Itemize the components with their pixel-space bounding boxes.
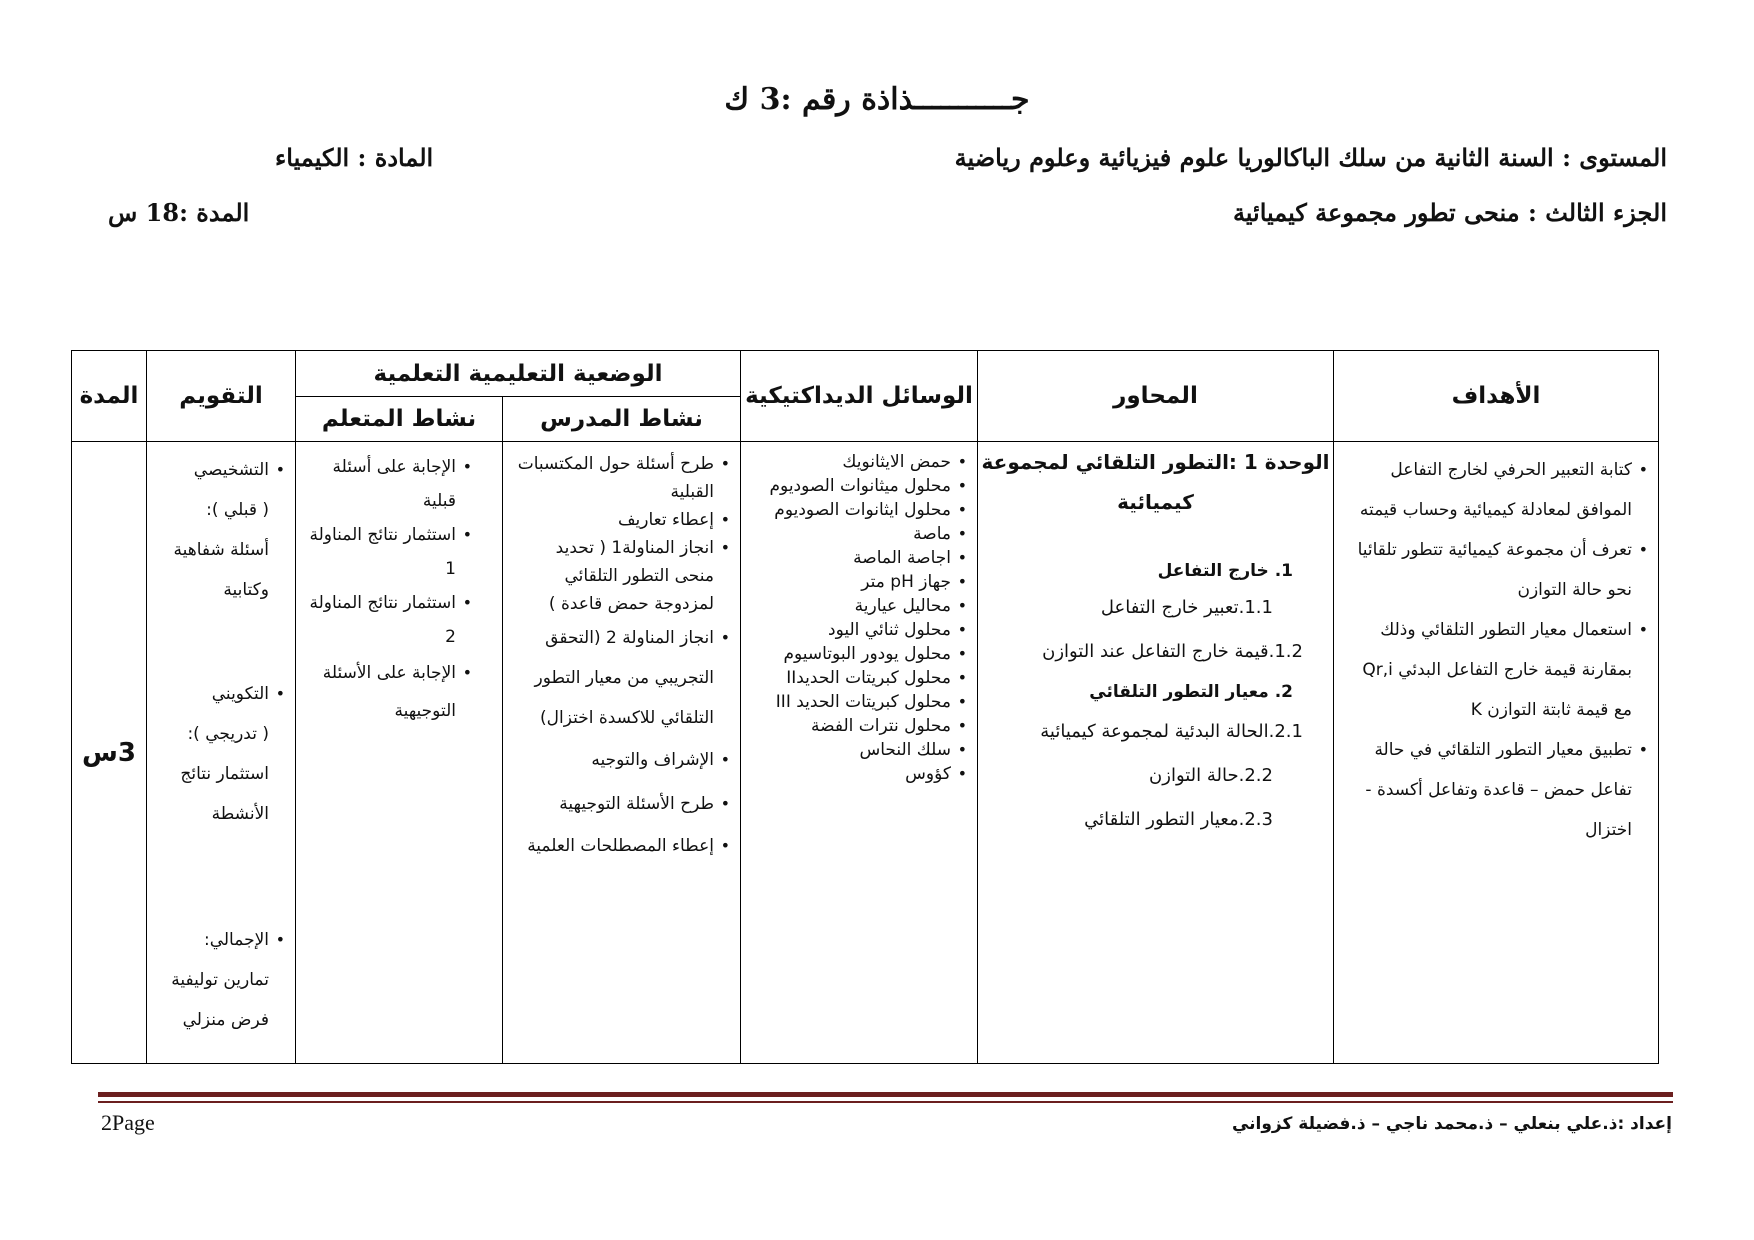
evaluation-formative-desc: استثمار نتائج الأنشطة [180, 764, 269, 824]
header-learner: نشاط المتعلم [296, 397, 503, 442]
evaluation-formative: • التكويني [155, 674, 285, 714]
tool-item: • محلول نترات الفضة [749, 714, 967, 738]
objectives-cell [1334, 442, 1659, 1064]
teacher-activity-item: • إعطاء تعاريف [511, 506, 730, 534]
axes-cell [978, 442, 1334, 1064]
teacher-activity-item: • إعطاء المصطلحات العلمية [511, 826, 730, 866]
subsection: 1.1.تعبير خارج التفاعل [1100, 597, 1273, 618]
subsection: 2.2.حالة التوازن [1149, 765, 1273, 786]
subject-line: المادة : الكيمياء [275, 143, 434, 172]
tool-item: • حمض الايثانويك [749, 450, 967, 474]
subsection: 1.2.قيمة خارج التفاعل عند التوازن [1042, 641, 1303, 662]
evaluation-summative-desc: تمارين توليفية [171, 970, 269, 990]
teacher-activity-item: • طرح أسئلة حول المكتسبات القبلية [511, 450, 730, 506]
tool-item: • سلك النحاس [749, 738, 967, 762]
tool-item: • كؤوس [749, 762, 967, 786]
level-line: المستوى : السنة الثانية من سلك الباكالوريا علوم فيزيائية وعلوم رياضية [954, 143, 1667, 172]
lesson-plan-table [71, 350, 1659, 1064]
header-objectives: الأهداف [1334, 351, 1659, 442]
objective-item: • كتابة التعبير الحرفي لخارج التفاعل الموافق لمعادلة كيميائية وحساب قيمته [1342, 450, 1648, 530]
unit-title: الوحدة 1 :التطور التلقائي لمجموعة كيميائية [981, 450, 1330, 514]
learner-activity-item: • الإجابة على أسئلة قبلية [304, 450, 472, 518]
evaluation-diagnostic-desc: أسئلة شفاهية وكتابية [173, 540, 269, 600]
tool-item: • محلول ايثانوات الصوديوم [749, 498, 967, 522]
tool-item: • محلول ثنائي اليود [749, 618, 967, 642]
header-situation: الوضعية التعليمية التعلمية [296, 351, 741, 397]
tool-item: • محلول كبريتات الحديد III [749, 690, 967, 714]
author-credit: إعداد :ذ.علي بنعلي – ذ.محمد ناجي – ذ.فضيلة كزواني [1231, 1114, 1672, 1134]
learner-activity-item: • الإجابة على الأسئلة التوجيهية [304, 654, 472, 730]
teacher-activity-cell [503, 442, 741, 1064]
subsection: 2.1.الحالة البدئية لمجموعة كيميائية [1040, 721, 1303, 742]
subsection: 2.3.معيار التطور التلقائي [1084, 809, 1273, 830]
tool-item: • محلول كبريتات الحديدII [749, 666, 967, 690]
header-duration: المدة [72, 351, 147, 442]
header-tools: الوسائل الديداكتيكية [741, 351, 978, 442]
teacher-activity-item: • الإشراف والتوجيه [511, 738, 730, 782]
header-axes: المحاور [978, 351, 1334, 442]
learner-activity-item: • استثمار نتائج المناولة 2 [304, 586, 472, 654]
tool-item: • ماصة [749, 522, 967, 546]
evaluation-cell [147, 442, 296, 1064]
footer-rule [98, 1101, 1673, 1103]
tool-item: • اجاصة الماصة [749, 546, 967, 570]
objective-item: • استعمال معيار التطور التلقائي وذلك بمقارنة قيمة خارج التفاعل البدئي Qr,i مع قيمة ثابتة التوازن K [1342, 610, 1648, 730]
page-number: 2Page [101, 1110, 155, 1135]
objective-item: • تعرف أن مجموعة كيميائية تتطور تلقائيا نحو حالة التوازن [1342, 530, 1648, 610]
teacher-activity-item: • طرح الأسئلة التوجيهية [511, 782, 730, 826]
part-line: الجزء الثالث : منحى تطور مجموعة كيميائية [1232, 198, 1667, 227]
tool-item: • جهاز pH متر [749, 570, 967, 594]
document-title: جـــــــــــذاذة رقم :3 ك [724, 82, 1030, 117]
teacher-activity-item: • انجاز المناولة1 ( تحديد منحى التطور التلقائي لمزدوجة حمض قاعدة ) [511, 534, 730, 618]
teacher-activity-item: • انجاز المناولة 2 (التحقق التجريبي من معيار التطور التلقائي للاكسدة اختزال) [511, 618, 730, 738]
learner-activity-cell [296, 442, 503, 1064]
objective-item: • تطبيق معيار التطور التلقائي في حالة تفاعل حمض – قاعدة وتفاعل أكسدة - اختزال [1342, 730, 1648, 850]
header-evaluation: التقويم [147, 351, 296, 442]
evaluation-diagnostic-type: ( قبلي ): [206, 500, 269, 520]
evaluation-summative: • الإجمالي: [155, 920, 285, 960]
duration-cell: 3س [72, 442, 147, 1064]
duration-line: المدة :18 س [108, 198, 250, 227]
section-heading: 2. معيار التطور التلقائي [1089, 682, 1293, 702]
tool-item: • محلول يودور البوتاسيوم [749, 642, 967, 666]
tool-item: • محاليل عيارية [749, 594, 967, 618]
evaluation-formative-type: ( تدريجي ): [187, 724, 269, 744]
footer-rule [98, 1092, 1673, 1097]
evaluation-diagnostic: • التشخيصي [155, 450, 285, 490]
learner-activity-item: • استثمار نتائج المناولة 1 [304, 518, 472, 586]
section-heading: 1. خارج التفاعل [1157, 561, 1293, 581]
evaluation-summative-desc: فرض منزلي [182, 1010, 269, 1030]
header-teacher: نشاط المدرس [503, 397, 741, 442]
tool-item: • محلول ميثانوات الصوديوم [749, 474, 967, 498]
tools-cell [741, 442, 978, 1064]
